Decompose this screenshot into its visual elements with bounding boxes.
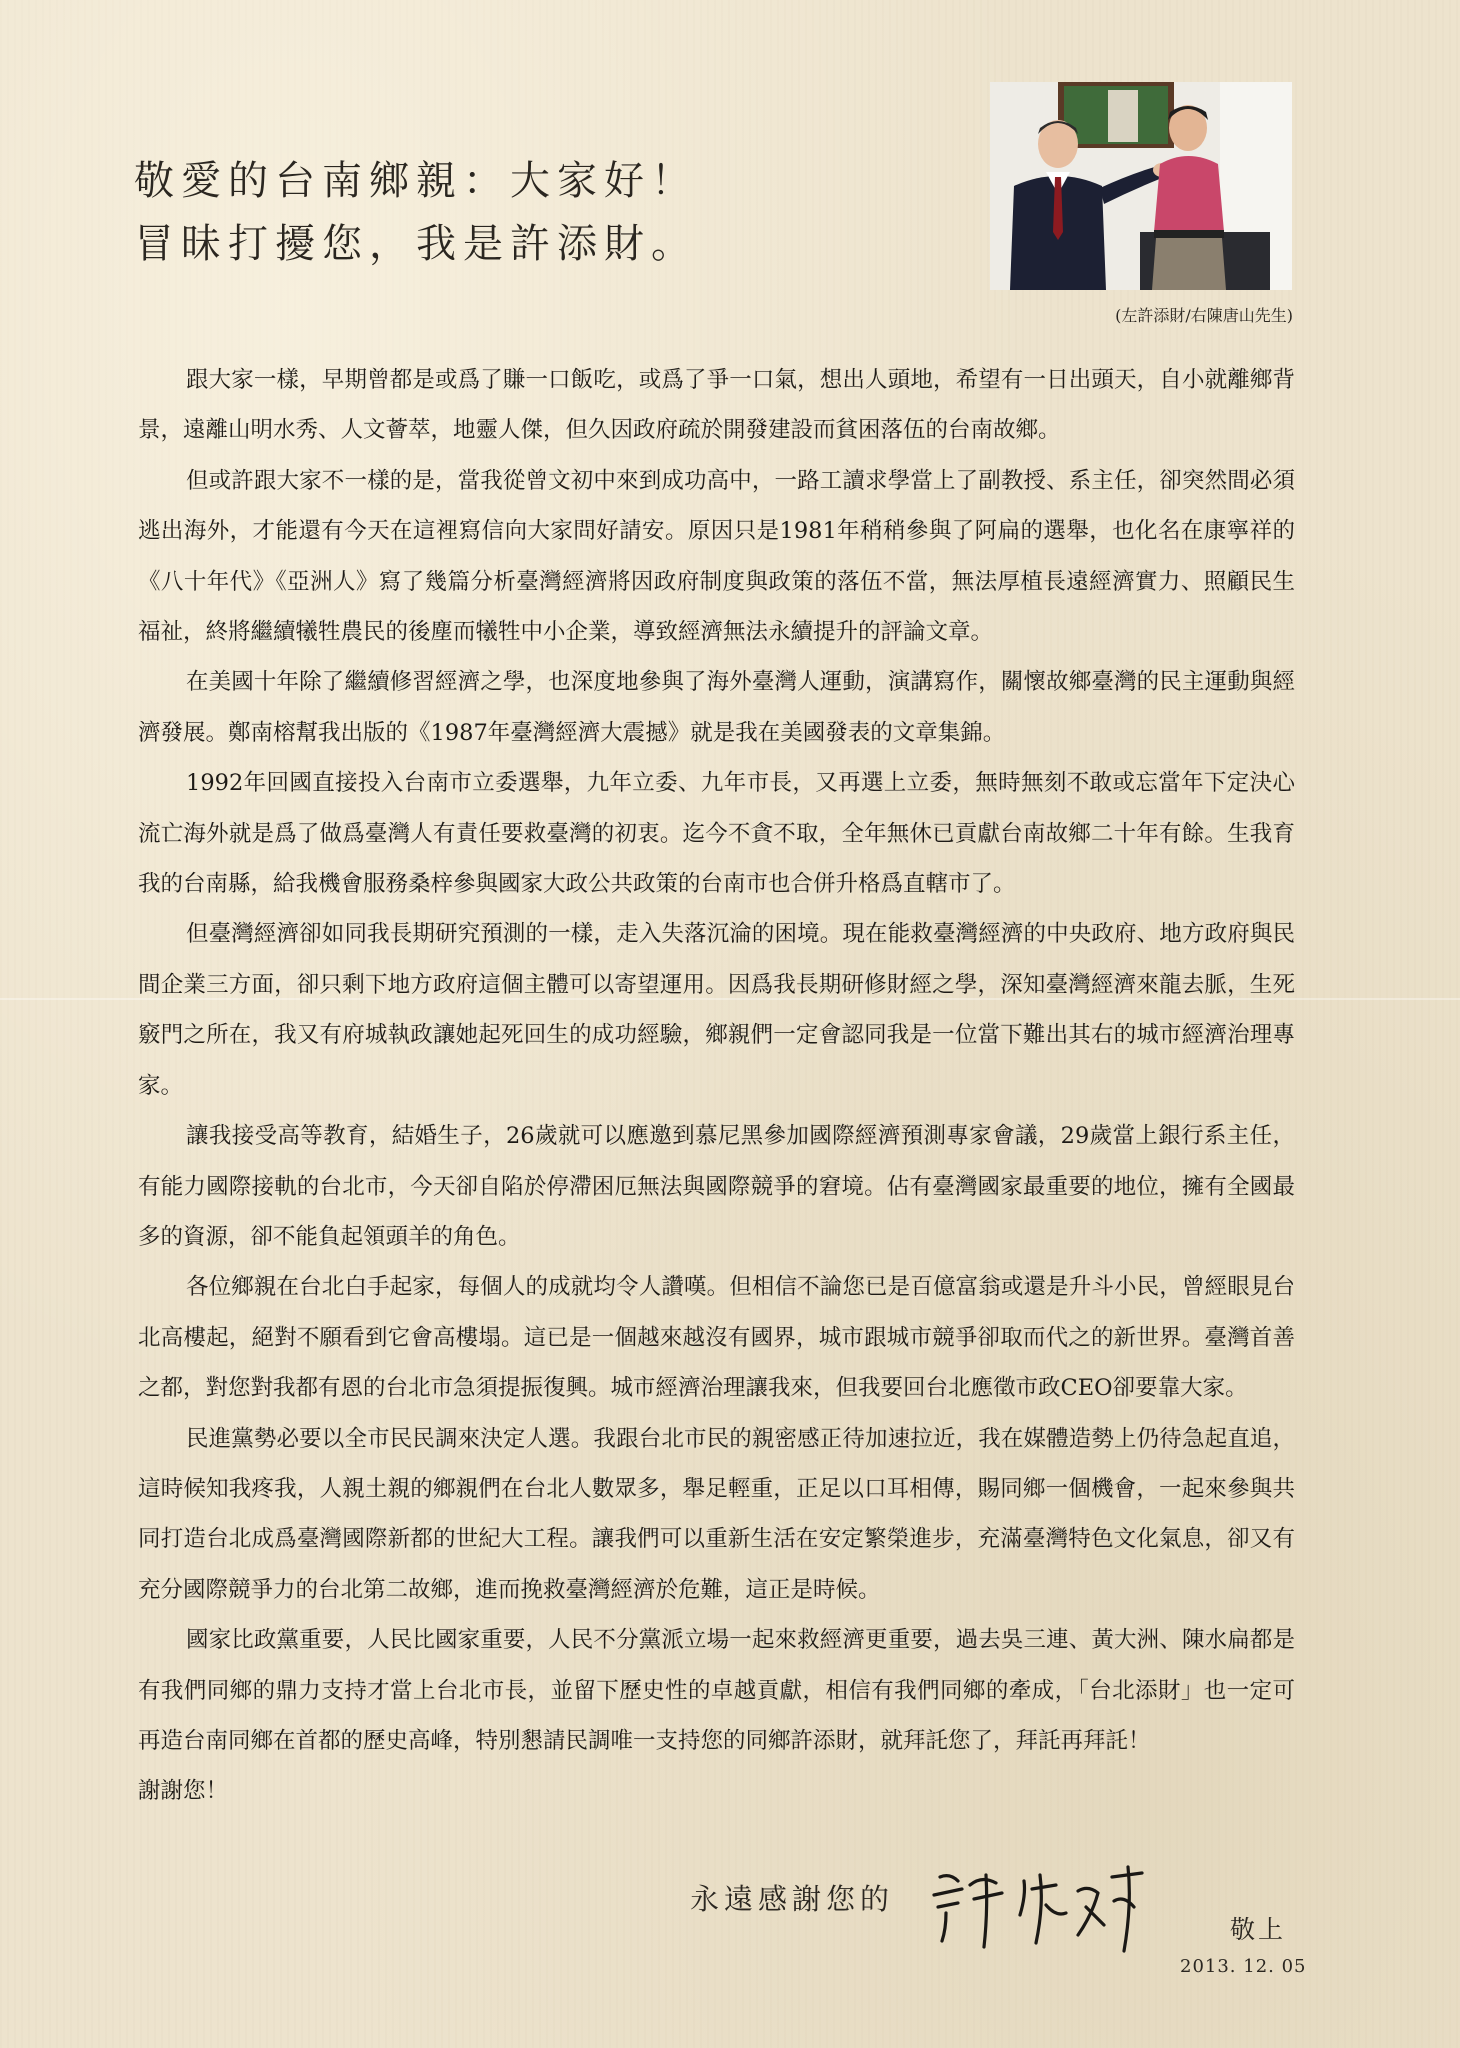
paragraph: 民進黨勢必要以全市民民調來決定人選。我跟台北市民的親密感正待加速拉近，我在媒體造勢上仍待急起直追，這時候知我疼我，人親土親的鄉親們在台北人數眾多，舉足輕重，正足以口耳相傳，賜同鄉一個機會，一起來參與共同打造台北成爲臺灣國際新都的世紀大工程。讓我們可以重新生活在安定繁榮進步，充滿臺灣特色文化氣息，卻又有充分國際競爭力的台北第二故鄉，進而挽救臺灣經濟於危難，這正是時候。 (138, 1425, 1295, 1603)
paragraph: 在美國十年除了繼續修習經濟之學，也深度地參與了海外臺灣人運動，演講寫作，關懷故鄉臺灣的民主運動與經濟發展。鄭南榕幫我出版的《1987年臺灣經濟大震撼》就是我在美國發表的文章集錦。 (138, 669, 1295, 746)
paragraph: 但或許跟大家不一樣的是，當我從曾文初中來到成功高中，一路工讀求學當上了副教授、系主任，卻突然間必須逃出海外，才能還有今天在這裡寫信向大家問好請安。原因只是1981年稍稍參與了阿扁的選舉，也化名在康寧祥的《八十年代》《亞洲人》寫了幾篇分析臺灣經濟將因政府制度與政策的落伍不當，無法厚植長遠經濟實力、照顧民生福祉，終將繼續犧牲農民的後塵而犧牲中小企業，導致經濟無法永續提升的評論文章。 (138, 467, 1295, 646)
greeting-line-1: 敬愛的台南鄉親：大家好！ (134, 158, 698, 204)
portrait-photo (990, 82, 1292, 290)
paragraph: 國家比政黨重要，人民比國家重要，人民不分黨派立場一起來救經濟更重要，過去吳三連、黃大洲、陳水扁都是有我們同鄉的鼎力支持才當上台北市長，並留下歷史性的卓越貢獻，相信有我們同鄉的牽成，「台北添財」也一定可再造台南同鄉在首都的歷史高峰，特別懇請民調唯一支持您的同鄉許添財，就拜託您了，拜託再拜託！ (138, 1627, 1295, 1754)
portrait-photo-illustration (990, 82, 1292, 290)
paragraph: 1992年回國直接投入台南市立委選舉，九年立委、九年市長，又再選上立委，無時無刻不敢或忘當年下定決心流亡海外就是爲了做爲臺灣人有責任要救臺灣的初衷。迄今不貪不取，全年無休已貢獻台南故鄉二十年有餘。生我育我的台南縣，給我機會服務桑梓參與國家大政公共政策的台南市也合併升格爲直轄市了。 (138, 770, 1295, 898)
paragraph: 但臺灣經濟卻如同我長期研究預測的一樣，走入失落沉淪的困境。現在能救臺灣經濟的中央政府、地方政府與民間企業三方面，卻只剩下地方政府這個主體可以寄望運用。因爲我長期研修財經之學，深知臺灣經濟來龍去脈，生死竅門之所在，我又有府城執政讓她起死回生的成功經驗，鄉親們一定會認同我是一位當下難出其右的城市經濟治理專家。 (138, 921, 1295, 1099)
paragraph: 讓我接受高等教育，結婚生子，26歲就可以應邀到慕尼黑參加國際經濟預測專家會議，29歲當上銀行系主任，有能力國際接軌的台北市，今天卻自陷於停滯困厄無法與國際競爭的窘境。佔有臺灣國家最重要的地位，擁有全國最多的資源，卻不能負起領頭羊的角色。 (138, 1123, 1295, 1250)
handwritten-signature (928, 1855, 1168, 1955)
photo-caption: (左許添財/右陳唐山先生) (1115, 306, 1293, 325)
greeting-line-2: 冒昧打擾您，我是許添財。 (134, 221, 698, 267)
regards-text: 敬上 (1230, 1915, 1287, 1944)
letter-date: 2013. 12. 05 (1180, 1956, 1307, 1977)
paragraph: 各位鄉親在台北白手起家，每個人的成就均令人讚嘆。但相信不論您已是百億富翁或還是升斗小民，曾經眼見台北高樓起，絕對不願看到它會高樓塌。這已是一個越來越沒有國界，城市跟城市競爭卻取而代之的新世界。臺灣首善之都，對您對我都有恩的台北市急須提振復興。城市經濟治理讓我來，但我要回台北應徵市政CEO卻要靠大家。 (138, 1274, 1295, 1402)
signoff-text: 永遠感謝您的 (690, 1882, 895, 1916)
thanks-line: 謝謝您！ (138, 1778, 229, 1805)
letter-body (138, 355, 1295, 1817)
signoff-block (690, 1855, 1300, 1965)
greeting (134, 150, 698, 276)
paragraph: 跟大家一樣，早期曾都是或爲了賺一口飯吃，或爲了爭一口氣，想出人頭地，希望有一日出頭天，自小就離鄉背景，遠離山明水秀、人文薈萃，地靈人傑，但久因政府疏於開發建設而貧困落伍的台南故鄉。 (138, 367, 1295, 444)
